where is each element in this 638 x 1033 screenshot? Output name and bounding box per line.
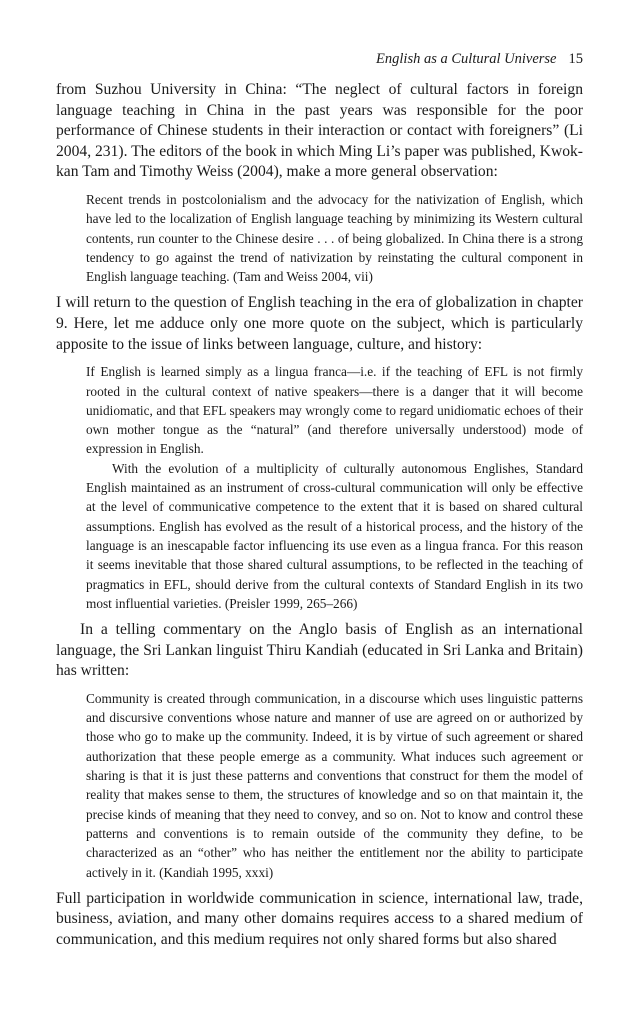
page-number: 15 [568, 51, 583, 67]
paragraph-4: Full participation in worldwide communication in science, international law, trade, business, aviation, and many other domains requires access to a shared medium of communication, and this medium requires not only shared forms but also shared [56, 889, 583, 949]
quote-text-part-2: With the evolution of a multiplicity of culturally autonomous Englishes, Standard English maintained as an instrument of cross-cultural communication will only be effective at the level of communicative competence to the extent that it is based on shared cultural assumptions. English has evolved as the result of a historical process, and the history of the language is an inescapable factor influencing its use even as a lingua franca. For this reason it seems inevitable that those shared cultural assumptions, to be reflected in the teaching of pragmatics in EFL, should derive from the cultural contexts of Standard English in its two most influential varieties. (Preisler 1999, 265–266) [86, 460, 583, 611]
paragraph-1: from Suzhou University in China: “The neglect of cultural factors in foreign language teaching in China in the past years was responsible for the poor performance of Chinese students in their interaction or contact with foreigners” (Li 2004, 231). The editors of the book in which Ming Li’s paper was published, Kwok-kan Tam and Timothy Weiss (2004), make a more general observation: [56, 81, 583, 181]
quote-text: Community is created through communication, in a discourse which uses linguistic patterns and discursive conventions whose nature and manner of use are agreed on or authorized by those who go to make up the community. Indeed, it is by virtue of such agreement or shared authorization that these people emerge as a community. What induces such agreement or sharing is that it is just these patterns and conventions that construct for them the model of reality that makes sense to them, the structures of knowledge and so on that maintain it, the precise kinds of meaning that they need to convey, and so on. Not to know and control these patterns and conventions is to remain outside of the community they define, to be characterized as an “other” who has neither the entitlement nor the ability to participate actively in it. (Kandiah 1995, xxxi) [86, 690, 583, 880]
paragraph-2: I will return to the question of English teaching in the era of globalization in chapter 9. Here, let me adduce only one more quote on the subject, which is particularly apposite to the issue of links between language, culture, and history: [56, 294, 583, 353]
paragraph-3: In a telling commentary on the Anglo basis of English as an international language, the Sri Lankan linguist Thiru Kandiah (educated in Sri Lanka and Britain) has written: [56, 621, 583, 680]
running-head [56, 50, 583, 68]
book-page [56, 50, 583, 951]
quote-text: Recent trends in postcolonialism and the advocacy for the nativization of English, which have led to the localization of English language teaching by minimizing its Western cultural contents, run counter to the Chinese desire . . . of being globalized. In China there is a strong tendency to go against the trend of nativization by reinstating the cultural component in English language teaching. (Tam and Weiss 2004, vii) [86, 191, 583, 285]
block-quote-kandiah [86, 689, 583, 882]
quote-text-part-1: If English is learned simply as a lingua franca—i.e. if the teaching of EFL is not firmly rooted in the cultural context of native speakers—there is a danger that it will become unidiomatic, and that EFL speakers may wrongly come to regard unidiomatic echoes of their own mother tongue as the “natural” (and therefore universally understood) mode of expression in English. [86, 364, 583, 457]
block-quote-tam-weiss [86, 190, 583, 286]
running-title: English as a Cultural Universe [376, 51, 557, 67]
block-quote-preisler [86, 362, 583, 613]
